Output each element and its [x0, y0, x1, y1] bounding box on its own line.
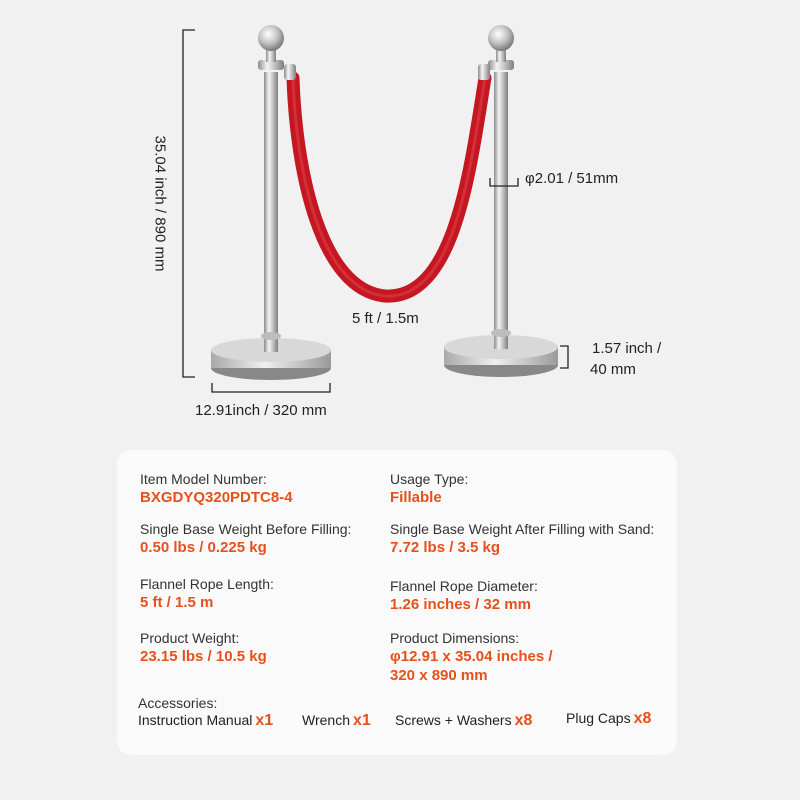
- accessory-name: Screws + Washers: [395, 712, 512, 728]
- accessory-qty: x8: [633, 710, 652, 727]
- spec-model: [140, 470, 293, 507]
- spec-value: Fillable: [390, 489, 442, 506]
- spec-product-weight: [140, 629, 267, 666]
- pole-diameter-dimension: φ2.01 / 51mm: [525, 170, 619, 187]
- base-width-dimension: 12.91inch / 320 mm: [195, 402, 327, 419]
- spec-value: 0.50 lbs / 0.225 kg: [140, 539, 267, 556]
- spec-value: 1.26 inches / 32 mm: [390, 596, 531, 613]
- spec-label: Flannel Rope Length:: [140, 576, 274, 592]
- spec-label: Product Dimensions:: [390, 630, 520, 646]
- base-height-dimension-line1: 1.57 inch /: [592, 340, 662, 357]
- red-rope: [293, 78, 485, 296]
- spec-weight-after: [390, 520, 654, 557]
- spec-product-dimensions: [390, 629, 553, 685]
- accessory-name: Instruction Manual: [138, 712, 253, 728]
- accessory-name: Wrench: [302, 712, 350, 728]
- accessory-qty: x8: [514, 712, 533, 729]
- height-dimension: 35.04 inch / 890 mm: [151, 135, 169, 272]
- accessory-name: Plug Caps: [566, 710, 631, 726]
- spec-label: Flannel Rope Diameter:: [390, 578, 538, 594]
- accessory-qty: x1: [255, 712, 274, 729]
- spec-weight-before: [140, 520, 351, 557]
- accessory-item: [395, 712, 532, 730]
- base-height-dimension-line2: 40 mm: [590, 361, 636, 378]
- spec-value: BXGDYQ320PDTC8-4: [140, 489, 293, 506]
- spec-value-line1: φ12.91 x 35.04 inches /: [390, 648, 553, 665]
- accessory-item: [138, 712, 273, 730]
- spec-value: 23.15 lbs / 10.5 kg: [140, 648, 267, 665]
- accessories-title: Accessories:: [138, 695, 218, 711]
- spec-rope-diameter: [390, 577, 538, 614]
- spec-value: 7.72 lbs / 3.5 kg: [390, 539, 501, 556]
- accessory-qty: x1: [352, 712, 371, 729]
- rope-length-dimension: 5 ft / 1.5m: [352, 310, 419, 327]
- spec-label: Product Weight:: [140, 630, 240, 646]
- spec-value-line2: 320 x 890 mm: [390, 667, 488, 684]
- spec-value: 5 ft / 1.5 m: [140, 594, 214, 611]
- accessory-item: [302, 712, 371, 730]
- spec-label: Item Model Number:: [140, 471, 267, 487]
- spec-usage: [390, 470, 468, 507]
- spec-rope-length: [140, 575, 274, 612]
- spec-label: Usage Type:: [390, 471, 469, 487]
- accessory-item: [566, 710, 651, 728]
- spec-label: Single Base Weight After Filling with Sand:: [390, 521, 655, 537]
- spec-label: Single Base Weight Before Filling:: [140, 521, 352, 537]
